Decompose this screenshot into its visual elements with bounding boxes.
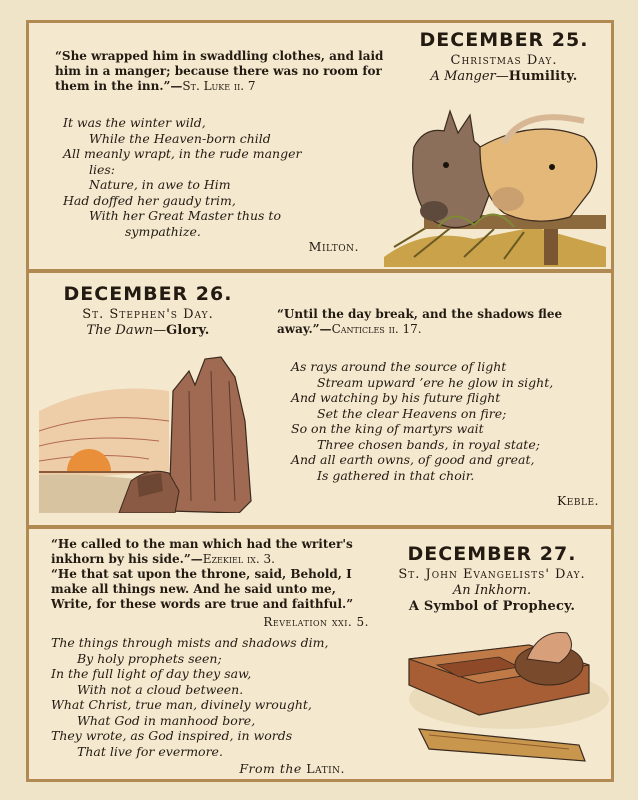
- quote-text: “He that sat upon the throne, said, Behold, I make all things new. And he said unto me, Write, for these words are true and faithful.”: [51, 567, 354, 611]
- scripture-quote: [277, 307, 607, 337]
- poem-line: It was the winter wild,: [63, 115, 206, 130]
- poem-line: Three chosen bands, in royal state;: [317, 436, 540, 452]
- theme-word: Glory.: [166, 323, 210, 338]
- entry-date: DECEMBER 27.: [407, 543, 577, 565]
- poem-line: With her Great Master thus to: [89, 208, 281, 223]
- poem-line: That live for evermore.: [77, 743, 223, 759]
- quote-reference: Canticles ii. 17.: [331, 322, 422, 336]
- entry-theme: [409, 69, 599, 84]
- entry-december-25: [26, 20, 614, 272]
- theme-word: Humility.: [508, 69, 578, 84]
- entry-date: DECEMBER 26.: [63, 283, 233, 305]
- poem-line: And watching by his future flight: [291, 390, 501, 405]
- entry-theme: [43, 323, 253, 338]
- quote-reference: St. Luke ii. 7: [182, 79, 256, 93]
- scripture-quote: [55, 49, 395, 94]
- poem-line: Had doffed her gaudy trim,: [63, 192, 236, 208]
- quote-reference: Ezekiel ix. 3.: [202, 552, 275, 566]
- poem-line: sympathize.: [125, 223, 201, 239]
- poem: [291, 359, 601, 483]
- quote-text: “She wrapped him in swaddling clothes, and laid him in a manger; because there was no room for them in the inn.”—: [55, 49, 384, 93]
- entry-feast: St. Stephen's Day.: [82, 307, 214, 322]
- poem-line: All meanly wrapt, in the rude manger: [63, 146, 302, 161]
- quote-text: “He called to the man which had the writer's inkhorn by his side.”—: [51, 537, 353, 566]
- entry-feast: Christmas Day.: [450, 53, 558, 68]
- entry-feast: St. John Evangelists' Day.: [398, 567, 586, 582]
- poem-line: What Christ, true man, divinely wrought,: [51, 697, 312, 712]
- author-prefix: From the: [239, 761, 302, 776]
- entry-theme-line1: An Inkhorn.: [452, 583, 532, 598]
- scripture-quote: [51, 537, 371, 567]
- poem-line: Set the clear Heavens on fire;: [317, 405, 507, 421]
- poem-line: In the full light of day they saw,: [51, 666, 252, 681]
- poem-line: Nature, in awe to Him: [89, 177, 231, 192]
- poem-line: Is gathered in that choir.: [317, 467, 475, 483]
- poem-line: While the Heaven-born child: [89, 130, 271, 146]
- entry-theme-line2: A Symbol of Prophecy.: [408, 599, 576, 614]
- sunrise-rocks-illustration: [39, 351, 269, 513]
- poem-line: What God in manhood bore,: [77, 712, 256, 728]
- entry-heading: [409, 29, 599, 84]
- poem: [63, 115, 393, 239]
- author-name: Latin.: [306, 761, 345, 776]
- donkey-and-ox-illustration: [384, 107, 606, 267]
- theme-prefix: The Dawn—: [86, 323, 167, 338]
- poem: [51, 635, 381, 759]
- poem-line: With not a cloud between.: [77, 681, 244, 697]
- quote-reference: Revelation xxi. 5.: [263, 615, 369, 629]
- poem-author: Keble.: [556, 493, 599, 508]
- poem-line: By holy prophets seen;: [77, 650, 222, 666]
- theme-prefix: A Manger—: [430, 69, 509, 84]
- entry-heading: [379, 543, 605, 614]
- poem-line: And all earth owns, of good and great,: [291, 452, 535, 467]
- poem-line: They wrote, as God inspired, in words: [51, 728, 293, 743]
- scripture-quotes: [51, 537, 371, 612]
- entry-date: DECEMBER 25.: [419, 29, 589, 51]
- poem-line: Stream upward ’ere he glow in sight,: [317, 374, 554, 390]
- entry-december-26: [26, 270, 614, 528]
- poem-author: Milton.: [308, 239, 359, 254]
- poem-line: lies:: [89, 161, 116, 177]
- inkhorn-illustration: [389, 619, 609, 779]
- poem-line: The things through mists and shadows dim,: [51, 635, 329, 650]
- scripture-quote: [51, 567, 371, 612]
- entry-december-27: [26, 526, 614, 782]
- poem-line: So on the king of martyrs wait: [291, 421, 484, 436]
- entry-heading: [43, 283, 253, 338]
- quote-text: “Until the day break, and the shadows flee away.”—: [277, 307, 563, 336]
- poem-line: As rays around the source of light: [291, 359, 507, 374]
- poem-author: [215, 761, 345, 776]
